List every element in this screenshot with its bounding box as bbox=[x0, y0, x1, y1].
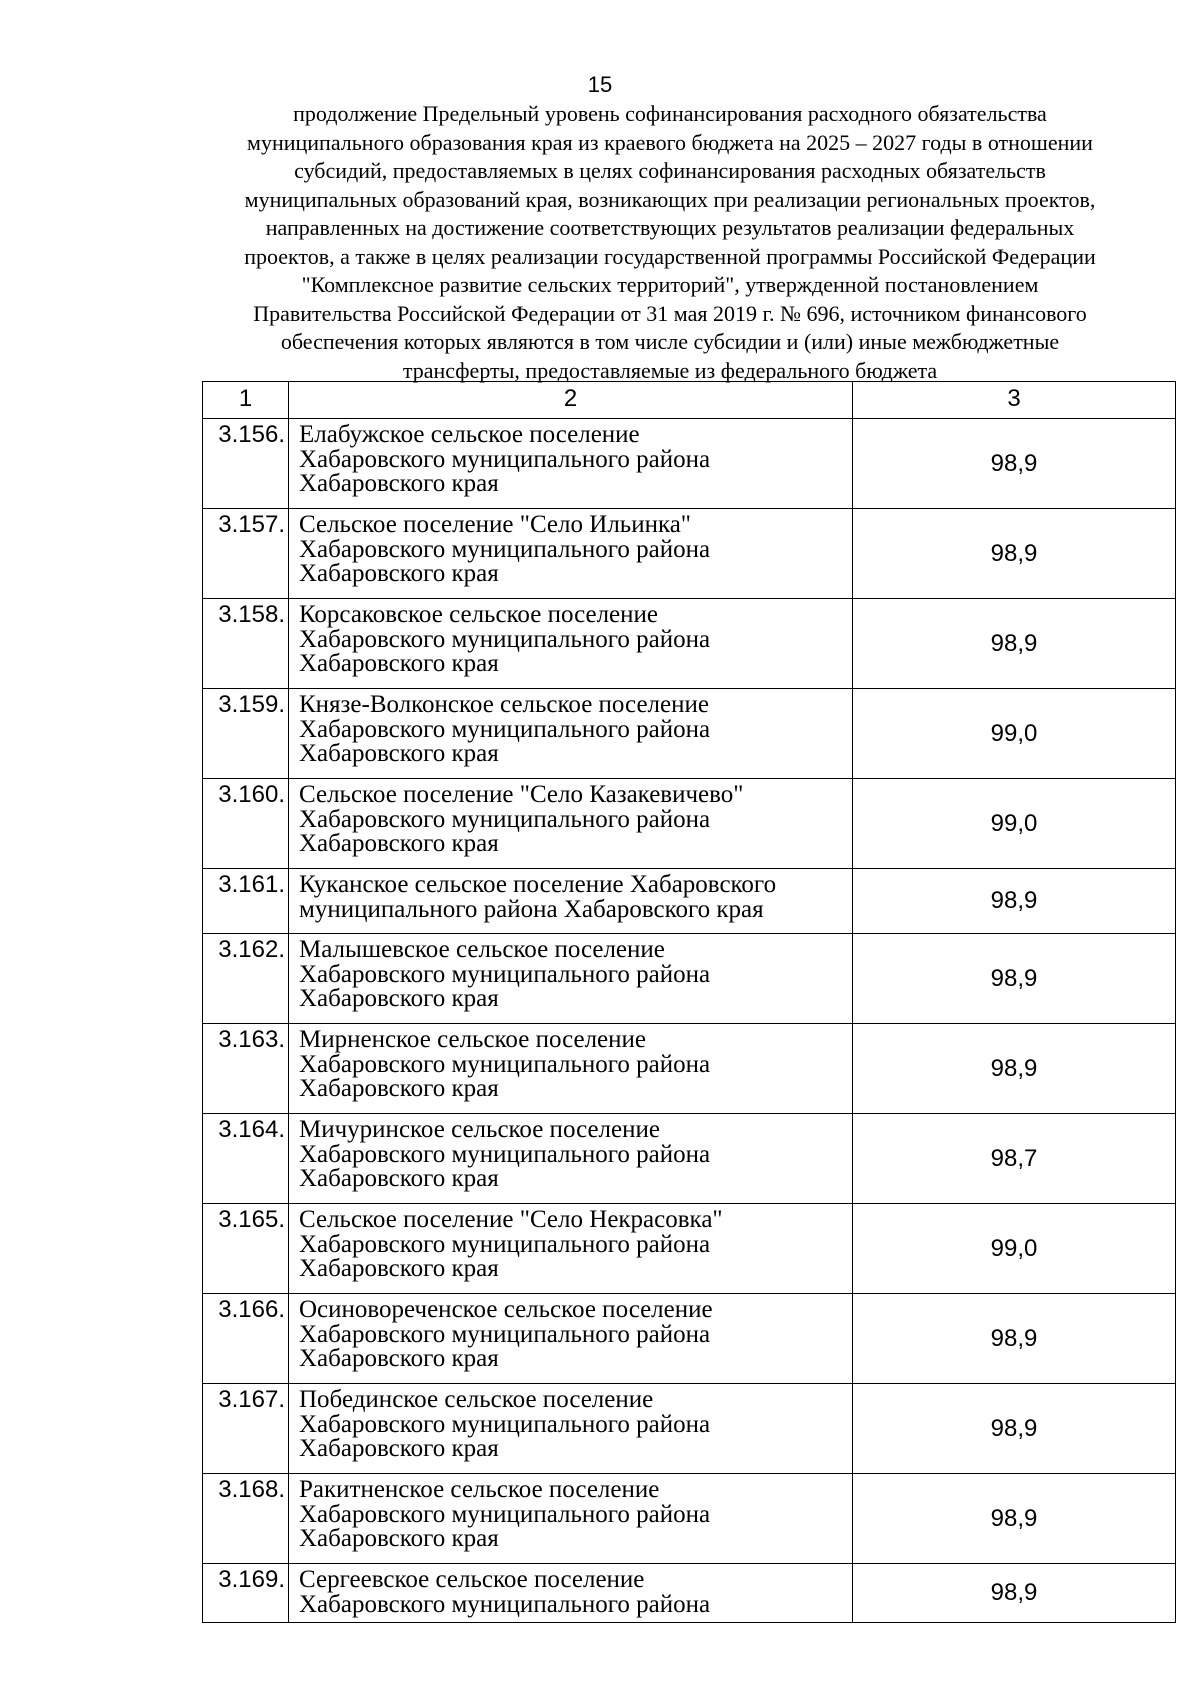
name-line: Елабужское сельское поселение bbox=[299, 421, 640, 448]
document-heading bbox=[190, 100, 1150, 385]
name-line: Мичуринское сельское поселение bbox=[299, 1116, 660, 1143]
municipality-name bbox=[289, 779, 853, 869]
column-header-2: 2 bbox=[289, 382, 853, 419]
row-number: 3.156. bbox=[203, 419, 289, 509]
table-row bbox=[203, 1384, 1176, 1474]
heading-line: "Комплексное развитие сельских территорий", утвержденной постановлением bbox=[301, 272, 1039, 297]
name-line: муниципального района Хабаровского края bbox=[299, 895, 764, 923]
name-line: Сельское поселение "Село Казакевичево" bbox=[299, 781, 744, 808]
cofinancing-level: 99,0 bbox=[853, 689, 1176, 779]
name-line: Хабаровского края bbox=[299, 650, 499, 677]
row-number: 3.158. bbox=[203, 599, 289, 689]
table-row bbox=[203, 934, 1176, 1024]
name-line: Мирненское сельское поселение bbox=[299, 1026, 647, 1053]
name-line: Хабаровского муниципального района bbox=[299, 625, 711, 653]
table-header-row bbox=[203, 382, 1176, 419]
table-row bbox=[203, 1294, 1176, 1384]
row-number: 3.169. bbox=[203, 1564, 289, 1623]
row-number: 3.166. bbox=[203, 1294, 289, 1384]
table-row bbox=[203, 1564, 1176, 1623]
table-row bbox=[203, 689, 1176, 779]
row-number: 3.165. bbox=[203, 1204, 289, 1294]
name-line: Хабаровского муниципального района bbox=[299, 1140, 711, 1168]
row-number: 3.164. bbox=[203, 1114, 289, 1204]
name-line: Хабаровского муниципального района bbox=[299, 960, 711, 988]
heading-line: обеспечения которых являются в том числе субсидии и (или) иные межбюджетные bbox=[280, 329, 1060, 354]
name-line: Хабаровского муниципального района bbox=[299, 535, 711, 563]
name-line: Малышевское сельское поселение bbox=[299, 936, 665, 963]
name-line: Сельское поселение "Село Ильинка" bbox=[299, 511, 692, 538]
cofinancing-level: 98,9 bbox=[853, 1384, 1176, 1474]
name-line: Хабаровского муниципального района bbox=[299, 805, 711, 833]
table-row bbox=[203, 779, 1176, 869]
cofinancing-level: 99,0 bbox=[853, 779, 1176, 869]
cofinancing-level: 98,9 bbox=[853, 1024, 1176, 1114]
name-line: Хабаровского муниципального района bbox=[299, 1590, 711, 1618]
municipality-name bbox=[289, 509, 853, 599]
cofinancing-level: 98,9 bbox=[853, 869, 1176, 934]
table-row bbox=[203, 1204, 1176, 1294]
municipality-name bbox=[289, 599, 853, 689]
name-line: Хабаровского муниципального района bbox=[299, 715, 711, 743]
municipality-name bbox=[289, 1474, 853, 1564]
municipality-name bbox=[289, 1114, 853, 1204]
municipality-name bbox=[289, 1384, 853, 1474]
name-line: Хабаровского края bbox=[299, 1525, 499, 1552]
name-line: Князе-Волконское сельское поселение bbox=[299, 691, 709, 718]
row-number: 3.161. bbox=[203, 869, 289, 934]
name-line: Хабаровского муниципального района bbox=[299, 1230, 711, 1258]
name-line: Побединское сельское поселение bbox=[299, 1386, 654, 1413]
name-line: Ракитненское сельское поселение bbox=[299, 1476, 660, 1503]
name-line: Хабаровского края bbox=[299, 1255, 499, 1282]
row-number: 3.160. bbox=[203, 779, 289, 869]
cofinancing-level: 98,9 bbox=[853, 1294, 1176, 1384]
row-number: 3.159. bbox=[203, 689, 289, 779]
cofinancing-level: 99,0 bbox=[853, 1204, 1176, 1294]
cofinancing-level: 98,9 bbox=[853, 509, 1176, 599]
name-line: Хабаровского края bbox=[299, 470, 499, 497]
table-row bbox=[203, 599, 1176, 689]
table-row bbox=[203, 1474, 1176, 1564]
row-number: 3.163. bbox=[203, 1024, 289, 1114]
table-row bbox=[203, 1024, 1176, 1114]
column-header-3: 3 bbox=[853, 382, 1176, 419]
name-line: Хабаровского края bbox=[299, 1345, 499, 1372]
municipality-name bbox=[289, 1024, 853, 1114]
name-line: Хабаровского муниципального района bbox=[299, 1500, 711, 1528]
table-row bbox=[203, 509, 1176, 599]
cofinancing-level: 98,9 bbox=[853, 419, 1176, 509]
row-number: 3.162. bbox=[203, 934, 289, 1024]
name-line: Хабаровского муниципального района bbox=[299, 445, 711, 473]
heading-line: направленных на достижение соответствующих результатов реализации федеральных bbox=[265, 215, 1075, 240]
heading-line: Правительства Российской Федерации от 31 мая 2019 г. № 696, источником финансового bbox=[253, 300, 1087, 326]
table-row bbox=[203, 869, 1176, 934]
cofinancing-table bbox=[202, 381, 1176, 1623]
cofinancing-level: 98,9 bbox=[853, 1564, 1176, 1623]
column-header-1: 1 bbox=[203, 382, 289, 419]
name-line: Хабаровского муниципального района bbox=[299, 1320, 711, 1348]
municipality-name bbox=[289, 419, 853, 509]
municipality-name bbox=[289, 1294, 853, 1384]
heading-line: муниципальных образований края, возникающих при реализации региональных проектов, bbox=[244, 186, 1096, 212]
heading-line: муниципального образования края из краевого бюджета на 2025 – 2027 годы в отношении bbox=[247, 129, 1093, 155]
name-line: Хабаровского края bbox=[299, 985, 499, 1012]
municipality-name bbox=[289, 934, 853, 1024]
name-line: Куканское сельское поселение Хабаровского bbox=[299, 871, 777, 898]
municipality-name bbox=[289, 869, 853, 934]
heading-line: трансферты, предоставляемые из федерального бюджета bbox=[402, 357, 938, 383]
municipality-name bbox=[289, 1204, 853, 1294]
municipality-name bbox=[289, 1564, 853, 1623]
table-row bbox=[203, 1114, 1176, 1204]
name-line: Хабаровского муниципального района bbox=[299, 1050, 711, 1078]
row-number: 3.157. bbox=[203, 509, 289, 599]
name-line: Хабаровского края bbox=[299, 1165, 499, 1192]
name-line: Хабаровского края bbox=[299, 740, 499, 767]
name-line: Хабаровского края bbox=[299, 830, 499, 857]
name-line: Хабаровского края bbox=[299, 1435, 499, 1462]
name-line: Сельское поселение "Село Некрасовка" bbox=[299, 1206, 723, 1233]
cofinancing-level: 98,9 bbox=[853, 1474, 1176, 1564]
name-line: Хабаровского края bbox=[299, 560, 499, 587]
name-line: Хабаровского края bbox=[299, 1075, 499, 1102]
heading-line: продолжение Предельный уровень софинансирования расходного обязательства bbox=[293, 101, 1047, 126]
municipality-name bbox=[289, 689, 853, 779]
cofinancing-level: 98,7 bbox=[853, 1114, 1176, 1204]
cofinancing-level: 98,9 bbox=[853, 599, 1176, 689]
cofinancing-level: 98,9 bbox=[853, 934, 1176, 1024]
page-number: 15 bbox=[587, 72, 613, 97]
row-number: 3.168. bbox=[203, 1474, 289, 1564]
heading-line: субсидий, предоставляемых в целях софинансирования расходных обязательств bbox=[294, 158, 1046, 183]
table-row bbox=[203, 419, 1176, 509]
row-number: 3.167. bbox=[203, 1384, 289, 1474]
name-line: Хабаровского муниципального района bbox=[299, 1410, 711, 1438]
name-line: Корсаковское сельское поселение bbox=[299, 601, 659, 628]
name-line: Сергеевское сельское поселение bbox=[299, 1566, 645, 1593]
name-line: Осиновореченское сельское поселение bbox=[299, 1296, 713, 1323]
heading-line: проектов, а также в целях реализации государственной программы Российской Федерации bbox=[244, 243, 1096, 269]
